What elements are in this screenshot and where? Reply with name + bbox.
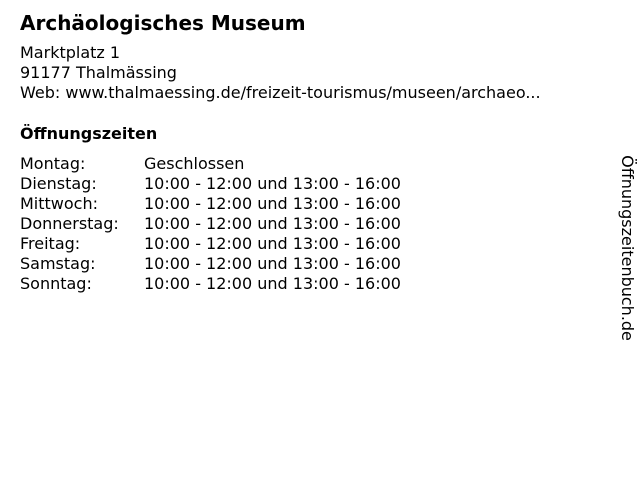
hours-heading: Öffnungszeiten bbox=[20, 124, 158, 143]
day-label: Sonntag: bbox=[20, 274, 92, 293]
street-address: Marktplatz 1 bbox=[20, 43, 121, 62]
hours-row-saturday bbox=[20, 254, 401, 274]
hours-row-tuesday bbox=[20, 174, 401, 194]
address-block bbox=[20, 43, 541, 103]
day-label: Samstag: bbox=[20, 254, 96, 273]
time-value: 10:00 - 12:00 und 13:00 - 16:00 bbox=[144, 214, 401, 233]
day-label: Dienstag: bbox=[20, 174, 97, 193]
hours-row-wednesday bbox=[20, 194, 401, 214]
time-value: 10:00 - 12:00 und 13:00 - 16:00 bbox=[144, 194, 401, 213]
hours-row-friday bbox=[20, 234, 401, 254]
website-link: Web: www.thalmaessing.de/freizeit-tourismus/museen/archaeo... bbox=[20, 83, 541, 102]
time-value: 10:00 - 12:00 und 13:00 - 16:00 bbox=[144, 274, 401, 293]
opening-hours-table bbox=[20, 154, 401, 294]
time-value: 10:00 - 12:00 und 13:00 - 16:00 bbox=[144, 174, 401, 193]
source-watermark: Öffnungszeitenbuch.de bbox=[618, 155, 637, 341]
time-value: Geschlossen bbox=[144, 154, 245, 173]
city-postal: 91177 Thalmässing bbox=[20, 63, 177, 82]
time-value: 10:00 - 12:00 und 13:00 - 16:00 bbox=[144, 234, 401, 253]
hours-row-thursday bbox=[20, 214, 401, 234]
day-label: Donnerstag: bbox=[20, 214, 119, 233]
hours-row-monday bbox=[20, 154, 401, 174]
hours-row-sunday bbox=[20, 274, 401, 294]
day-label: Montag: bbox=[20, 154, 86, 173]
page-title: Archäologisches Museum bbox=[20, 11, 306, 35]
day-label: Mittwoch: bbox=[20, 194, 98, 213]
day-label: Freitag: bbox=[20, 234, 81, 253]
time-value: 10:00 - 12:00 und 13:00 - 16:00 bbox=[144, 254, 401, 273]
